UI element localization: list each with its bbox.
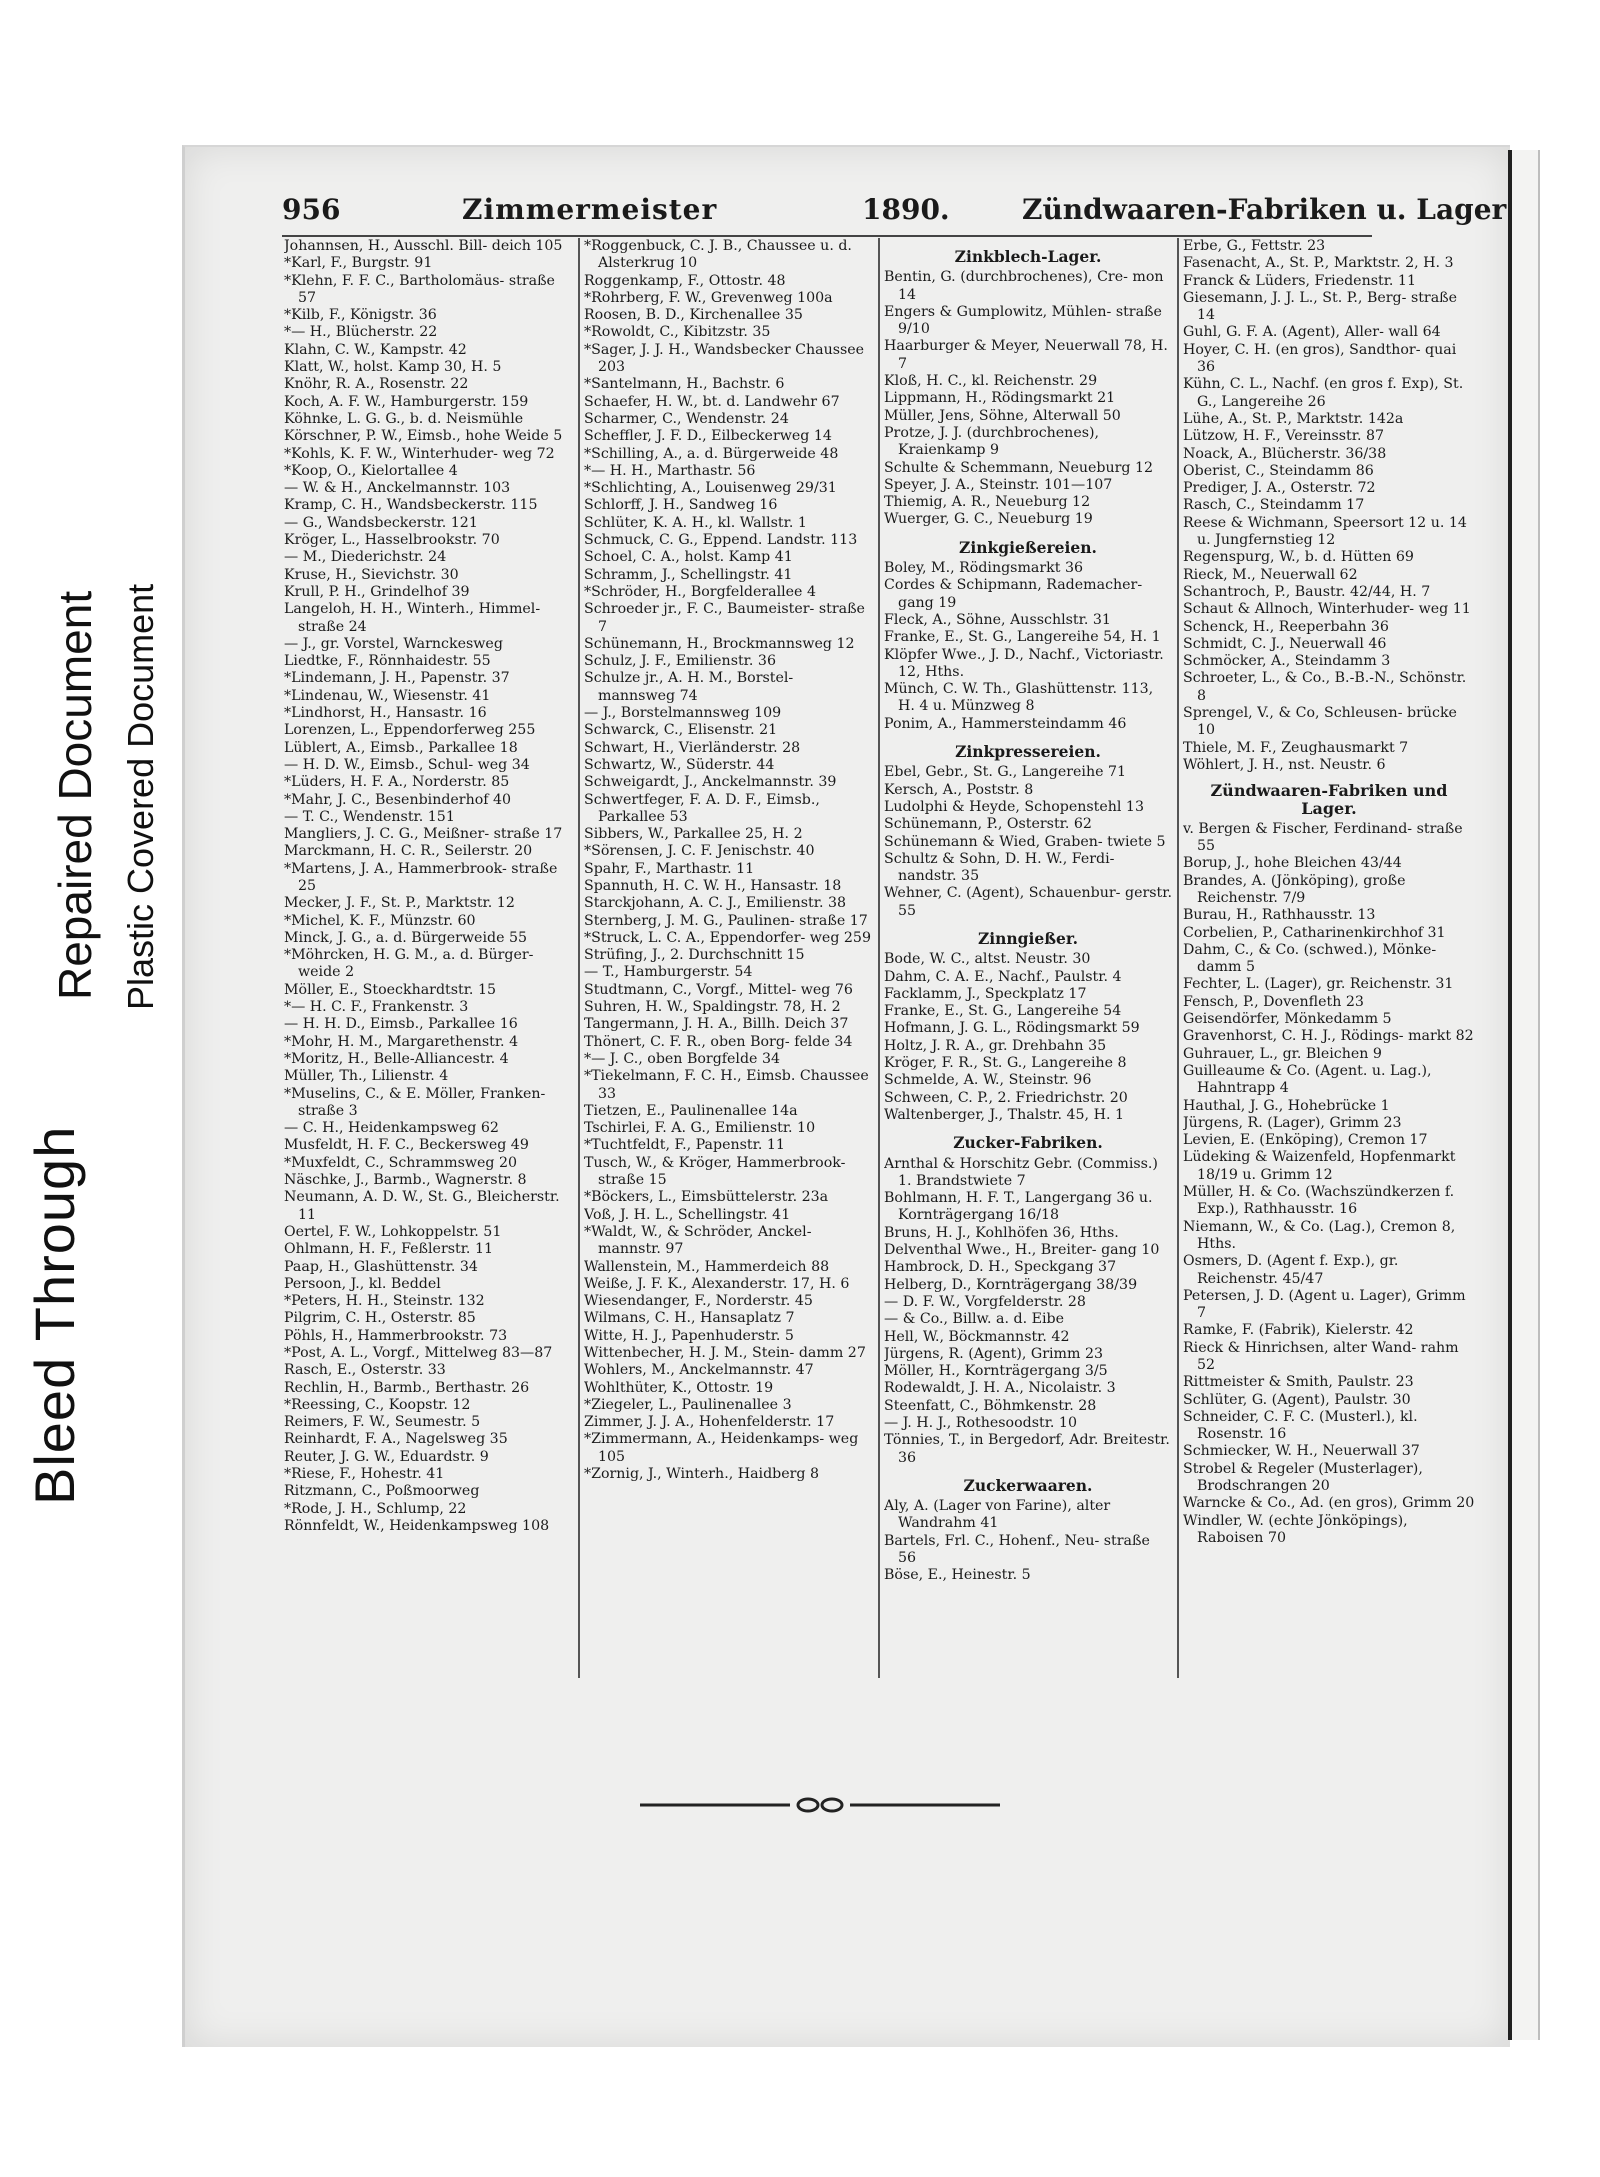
directory-entry: Spahr, F., Marthastr. 11 [584,860,755,877]
directory-entry: Ritzmann, C., Poßmoorweg [284,1483,480,1500]
directory-entry: Schulte & Schemmann, Neueburg 12 [884,459,1154,476]
directory-entry: Oberist, C., Steindamm 86 [1183,462,1374,479]
directory-entry: Haarburger & Meyer, Neuerwall 78, H. 7 [884,338,1168,372]
directory-entry: Ebel, Gebr., St. G., Langereihe 71 [884,764,1127,781]
directory-entry: Schultz & Sohn, D. H. W., Ferdi- nandstr. 35 [884,850,1115,885]
directory-entry: Bohlmann, H. F. T., Langergang 36 u. Kornträgergang 16/18 [884,1190,1153,1224]
directory-entry: Waltenberger, J., Thalstr. 45, H. 1 [884,1106,1124,1123]
directory-entry: Wöhlert, J. H., nst. Neustr. 6 [1183,756,1386,773]
directory-entry: *Schlichting, A., Louisenweg 29/31 [584,480,837,497]
directory-entry: Oertel, F. W., Lohkoppelstr. 51 [284,1223,502,1240]
directory-entry: Schmelde, A. W., Steinstr. 96 [884,1072,1092,1089]
directory-column-2 [584,238,872,1483]
directory-entry: *Rohrberg, F. W., Grevenweg 100a [584,289,833,306]
directory-entry: Münch, C. W. Th., Glashüttenstr. 113, H. 4 u. Münzweg 8 [884,681,1154,715]
directory-entry: Franck & Lüders, Friedenstr. 11 [1183,272,1416,289]
directory-entry: Kramp, C. H., Wandsbeckerstr. 115 [284,497,538,514]
directory-entry: Reimers, F. W., Seumestr. 5 [284,1414,481,1431]
directory-entry: Regenspurg, W., b. d. Hütten 69 [1183,549,1414,566]
directory-entry: Roosen, B. D., Kirchenallee 35 [584,307,803,324]
directory-entry: *— H. C. F., Frankenstr. 3 [284,999,469,1016]
column-divider [878,238,880,1678]
directory-entry: Rodewaldt, J. H. A., Nicolaistr. 3 [884,1380,1116,1397]
directory-entry: Liedtke, F., Rönnhaidestr. 55 [284,653,491,670]
directory-entry: *Schilling, A., a. d. Bürgerweide 48 [584,445,839,462]
directory-entry: — M., Diederichstr. 24 [284,549,447,566]
directory-entry: *Michel, K. F., Münzstr. 60 [284,912,476,929]
directory-entry: Warncke & Co., Ad. (en gros), Grimm 20 [1183,1495,1475,1512]
directory-entry: Schmiecker, W. H., Neuerwall 37 [1183,1443,1420,1460]
directory-entry: Holtz, J. R. A., gr. Drehbahn 35 [884,1037,1107,1054]
directory-entry: Schweigardt, J., Anckelmannstr. 39 [584,774,837,791]
directory-entry: Steenfatt, C., Böhmkenstr. 28 [884,1397,1097,1414]
directory-entry: Spannuth, H. C. W. H., Hansastr. 18 [584,877,842,894]
directory-entry: *Böckers, L., Eimsbüttelerstr. 23a [584,1189,829,1206]
directory-entry: *Zornig, J., Winterh., Haidberg 8 [584,1466,820,1483]
directory-entry: Studtmann, C., Vorgf., Mittel- weg 76 [584,981,853,998]
directory-entry: Köhnke, L. G. G., b. d. Neismühle [284,410,524,427]
directory-entry: Schwartz, W., Süderstr. 44 [584,756,775,773]
directory-entry: *Santelmann, H., Bachstr. 6 [584,376,785,393]
directory-entry: Persoon, J., kl. Beddel [284,1275,441,1292]
directory-entry: *Lüders, H. F. A., Norderstr. 85 [284,774,510,791]
directory-entry: Borup, J., hohe Bleichen 43/44 [1183,855,1402,872]
directory-entry: Musfeldt, H. F. C., Beckersweg 49 [284,1137,529,1154]
directory-entry: Schulz, J. F., Emilienstr. 36 [584,653,776,670]
bleed-through-label: Bleed Through [23,1125,86,1505]
directory-entry: Rasch, C., Steindamm 17 [1183,497,1365,514]
directory-entry: *Kohls, K. F. W., Winterhuder- weg 72 [284,445,555,462]
directory-entry: — H. H. D., Eimsb., Parkallee 16 [284,1016,518,1033]
directory-entry: — J. H. J., Rothesoodstr. 10 [884,1415,1077,1431]
directory-entry: *Lindemann, J. H., Papenstr. 37 [284,670,510,687]
directory-entry: Johannsen, H., Ausschl. Bill- deich 105 [284,238,563,254]
directory-entry: Ludolphi & Heyde, Schopenstehl 13 [884,798,1144,815]
directory-entry: Lüdeking & Waizenfeld, Hopfenmarkt 18/19 u. Grimm 12 [1183,1149,1456,1183]
end-ornament [640,1795,1000,1815]
directory-entry: Wiesendanger, F., Norderstr. 45 [584,1293,813,1310]
directory-entry: Aly, A. (Lager von Farine), alter Wandrahm 41 [884,1498,1111,1532]
directory-entry: Marckmann, H. C. R., Seilerstr. 20 [284,843,533,860]
directory-entry: Rieck & Hinrichsen, alter Wand- rahm 52 [1183,1339,1459,1373]
directory-entry: Niemann, W., & Co. (Lag.), Cremon 8, Hths. [1183,1218,1456,1252]
header-section-title: Zündwaaren-Fabriken u. Lager [1022,193,1507,226]
directory-entry: Schünemann, P., Osterstr. 62 [884,816,1092,833]
directory-entry: Pilgrim, C. H., Osterstr. 85 [284,1310,476,1327]
directory-entry: Kloß, H. C., kl. Reichenstr. 29 [884,373,1098,390]
directory-entry: Hoyer, C. H. (en gros), Sandthor- quai 36 [1183,341,1457,376]
directory-entry: Neumann, A. D. W., St. G., Bleicherstr. 11 [284,1189,560,1223]
directory-entry: Geisendörfer, Mönkedamm 5 [1183,1011,1392,1028]
directory-entry: Corbelien, P., Catharinenkirchhof 31 [1183,924,1446,941]
directory-entry: Levien, E. (Enköping), Cremon 17 [1183,1132,1428,1149]
directory-entry: Rönnfeldt, W., Heidenkampsweg 108 [284,1517,550,1534]
directory-entry: Kühn, C. L., Nachf. (en gros f. Exp), St. G., Langereihe 26 [1183,376,1464,410]
directory-entry: Brandes, A. (Jönköping), große Reichenstr. 7/9 [1183,872,1406,906]
directory-entry: Böse, E., Heinestr. 5 [884,1567,1031,1584]
directory-entry: Wittenbecher, H. J. M., Stein- damm 27 [584,1345,866,1361]
directory-entry: *Muxfeldt, C., Schrammsweg 20 [284,1154,518,1171]
directory-column-3 [884,238,1172,1585]
directory-entry: *Martens, J. A., Hammerbrook- straße 25 [284,860,558,894]
directory-entry: *Rode, J. H., Schlump, 22 [284,1500,467,1517]
directory-column-1 [284,238,572,1535]
directory-entry: *Koop, O., Kielortallee 4 [284,462,458,479]
directory-entry: Fasenacht, A., St. P., Marktstr. 2, H. 3 [1183,255,1454,272]
directory-entry: Sternberg, J. M. G., Paulinen- straße 17 [584,912,868,929]
section-heading: Zuckerwaaren. [963,1475,1093,1495]
directory-entry: Langeloh, H. H., Winterh., Himmel- straße 24 [284,601,541,635]
directory-entry: Sibbers, W., Parkallee 25, H. 2 [584,826,803,843]
directory-entry: Prediger, J. A., Osterstr. 72 [1183,480,1376,497]
directory-entry: Lippmann, H., Rödingsmarkt 21 [884,390,1116,407]
directory-entry: Schwart, H., Vierländerstr. 28 [584,739,801,756]
directory-entry: *Kilb, F., Königstr. 36 [284,307,437,324]
section-heading: Zucker-Fabriken. [953,1133,1103,1153]
directory-entry: Lorenzen, L., Eppendorferweg 255 [284,722,536,739]
directory-entry: Schoel, C. A., holst. Kamp 41 [584,549,793,566]
directory-entry: *Roggenbuck, C. J. B., Chaussee u. d. Alsterkrug 10 [584,238,852,272]
directory-entry: Minck, J. G., a. d. Bürgerweide 55 [284,929,528,946]
section-heading: Zinkgießereien. [959,537,1097,557]
directory-entry: Wilmans, C. H., Hansaplatz 7 [584,1310,795,1327]
directory-entry: Schroeter, L., & Co., B.-B.-N., Schönstr. 8 [1183,670,1467,704]
directory-entry: Dahm, C., & Co. (schwed.), Mönke- damm 5 [1183,941,1437,976]
directory-entry: Thönert, C. F. R., oben Borg- felde 34 [584,1033,853,1050]
directory-entry: *— J. C., oben Borgfelde 34 [584,1050,780,1067]
directory-entry: Müller, Jens, Söhne, Alterwall 50 [884,407,1121,424]
directory-entry: Krull, P. H., Grindelhof 39 [284,583,470,600]
directory-entry: Wallenstein, M., Hammerdeich 88 [584,1258,830,1275]
directory-entry: Arnthal & Horschitz Gebr. (Commiss.) 1. Brandstwiete 7 [884,1155,1158,1189]
directory-entry: Suhren, H. W., Spaldingstr. 78, H. 2 [584,999,841,1016]
directory-entry: Knöhr, R. A., Rosenstr. 22 [284,376,469,393]
directory-entry: Schlüter, G. (Agent), Paulstr. 30 [1183,1391,1411,1408]
directory-entry: Bode, W. C., altst. Neustr. 30 [884,951,1091,968]
directory-entry: Kersch, A., Poststr. 8 [884,781,1034,798]
directory-entry: — J., gr. Vorstel, Warnckesweg [284,635,503,652]
directory-entry: Lühe, A., St. P., Marktstr. 142a [1183,410,1404,427]
directory-entry: Jürgens, R. (Lager), Grimm 23 [1183,1114,1402,1131]
directory-entry: Paap, H., Glashüttenstr. 34 [284,1258,478,1275]
directory-entry: — W. & H., Anckelmannstr. 103 [284,480,511,497]
section-heading: Zinngießer. [977,928,1079,948]
directory-entry: Rieck, M., Neuerwall 62 [1183,566,1358,583]
directory-entry: Burau, H., Rathhausstr. 13 [1183,907,1376,924]
directory-entry: Fensch, P., Dovenfleth 23 [1183,993,1364,1010]
directory-entry: Wohlthüter, K., Ottostr. 19 [584,1379,774,1396]
directory-entry: Reuter, J. G. W., Eduardstr. 9 [284,1448,489,1465]
directory-entry: Facklamm, J., Speckplatz 17 [884,985,1087,1002]
directory-entry: Wuerger, G. C., Neueburg 19 [884,511,1093,528]
plastic-covered-label: Plastic Covered Document [120,583,161,1010]
directory-entry: *Reessing, C., Koopstr. 12 [284,1396,471,1413]
directory-entry: Thiele, M. F., Zeughausmarkt 7 [1183,739,1409,756]
directory-entry: *Mahr, J. C., Besenbinderhof 40 [284,791,512,808]
directory-entry: *Möhrcken, H. G. M., a. d. Bürger- weide 2 [284,947,534,981]
directory-entry: Wohlers, M., Anckelmannstr. 47 [584,1362,814,1379]
directory-entry: Schwarck, C., Elisenstr. 21 [584,722,778,739]
directory-entry: Schmöcker, A., Steindamm 3 [1183,653,1391,670]
directory-entry: Näschke, J., Barmb., Wagnerstr. 8 [284,1172,527,1189]
directory-entry: Noack, A., Blücherstr. 36/38 [1183,445,1387,462]
directory-entry: Helberg, D., Kornträgergang 38/39 [884,1276,1138,1293]
directory-entry: Hofmann, J. G. L., Rödingsmarkt 59 [884,1020,1140,1037]
directory-entry: Tusch, W., & Kröger, Hammerbrook- straße 15 [584,1154,846,1189]
directory-entry: Müller, H. & Co. (Wachszündkerzen f. Exp.), Rathhausstr. 16 [1183,1184,1455,1218]
directory-entry: Weiße, J. F. K., Alexanderstr. 17, H. 6 [584,1275,850,1292]
directory-entry: *Struck, L. C. A., Eppendorfer- weg 259 [584,929,871,946]
directory-entry: Rechlin, H., Barmb., Berthastr. 26 [284,1379,530,1396]
directory-entry: Franke, E., St. G., Langereihe 54 [884,1003,1122,1020]
directory-entry: *Tuchtfeldt, F., Papenstr. 11 [584,1137,785,1154]
directory-entry: Sprengel, V., & Co, Schleusen- brücke 10 [1183,705,1457,739]
directory-entry: *Schröder, H., Borgfelderallee 4 [584,583,816,600]
page-edge [1508,150,1540,2040]
directory-entry: Fleck, A., Söhne, Ausschlstr. 31 [884,611,1111,628]
directory-entry: *Lindenau, W., Wiesenstr. 41 [284,687,491,704]
directory-entry: — T., Hamburgerstr. 54 [584,964,753,981]
directory-entry: Jürgens, R. (Agent), Grimm 23 [884,1345,1103,1362]
directory-column-4 [1183,238,1475,1547]
directory-entry: *Rowoldt, C., Kibitzstr. 35 [584,324,771,341]
directory-entry: Pöhls, H., Hammerbrookstr. 73 [284,1327,508,1344]
directory-entry: *Post, A. L., Vorgf., Mittelweg 83—87 [284,1345,553,1361]
directory-entry: Möller, E., Stoeckhardtstr. 15 [284,981,497,998]
directory-entry: Klatt, W., holst. Kamp 30, H. 5 [284,359,502,376]
directory-entry: Osmers, D. (Agent f. Exp.), gr. Reichenstr. 45/47 [1183,1253,1399,1287]
directory-entry: Strobel & Regeler (Musterlager), Brodschrangen 20 [1183,1460,1423,1495]
column-divider [1177,238,1179,1678]
directory-entry: *Lindhorst, H., Hansastr. 16 [284,705,487,722]
directory-entry: *— H., Blücherstr. 22 [284,324,438,341]
directory-entry: Witte, H. J., Papenhuderstr. 5 [584,1327,794,1344]
directory-entry: Rasch, E., Osterstr. 33 [284,1362,446,1379]
directory-entry: Körschner, P. W., Eimsb., hohe Weide 5 [284,428,563,445]
directory-entry: Koch, A. F. W., Hamburgerstr. 159 [284,393,529,410]
directory-entry: Erbe, G., Fettstr. 23 [1183,238,1326,254]
directory-entry: *Ziegeler, L., Paulinenallee 3 [584,1396,792,1413]
directory-entry: Schantroch, P., Baustr. 42/44, H. 7 [1183,583,1431,600]
directory-entry: Schmuck, C. G., Eppend. Landstr. 113 [584,532,858,549]
directory-entry: Hauthal, J. G., Hohebrücke 1 [1183,1097,1390,1114]
directory-entry: Cordes & Schipmann, Rademacher- gang 19 [884,577,1143,611]
directory-entry: Kruse, H., Sievichstr. 30 [284,566,459,583]
directory-entry: Schween, C. P., 2. Friedrichstr. 20 [884,1089,1128,1106]
directory-entry: Tschirlei, F. A. G., Emilienstr. 10 [584,1120,816,1137]
directory-entry: Klahn, C. W., Kampstr. 42 [284,341,467,358]
directory-entry: *Muselins, C., & E. Möller, Franken- straße 3 [284,1085,546,1119]
directory-entry: *Zimmermann, A., Heidenkamps- weg 105 [584,1431,859,1465]
repaired-document-label: Repaired Document [49,590,101,1000]
directory-entry: Petersen, J. D. (Agent u. Lager), Grimm 7 [1183,1287,1466,1322]
directory-entry: Bruns, H. J., Kohlhöfen 36, Hths. [884,1224,1119,1241]
directory-entry: Gravenhorst, C. H. J., Rödings- markt 82 [1183,1028,1474,1045]
directory-entry: *Mohr, H. M., Margarethenstr. 4 [284,1033,519,1050]
header-title: Zimmermeister [462,193,718,226]
directory-entry: *Klehn, F. F. C., Bartholomäus- straße 57 [284,272,555,306]
directory-entry: Schaut & Allnoch, Winterhuder- weg 11 [1183,601,1471,618]
section-heading: Zinkblech-Lager. [954,247,1102,266]
directory-entry: *Karl, F., Burgstr. 91 [284,255,433,272]
directory-entry: Mecker, J. F., St. P., Marktstr. 12 [284,895,515,912]
directory-entry: Tönnies, T., in Bergedorf, Adr. Breitestr. 36 [884,1432,1170,1466]
directory-entry: Franke, E., St. G., Langereihe 54, H. 1 [884,629,1161,646]
directory-entry: Protze, J. J. (durchbrochenes), Kraienkamp 9 [884,424,1100,459]
column-divider [578,238,580,1678]
directory-entry: Lüblert, A., Eimsb., Parkallee 18 [284,739,518,756]
directory-entry: Voß, J. H. L., Schellingstr. 41 [584,1206,791,1223]
directory-entry: Möller, H., Kornträgergang 3/5 [884,1363,1108,1380]
directory-entry: Schlüter, K. A. H., kl. Wallstr. 1 [584,514,807,531]
directory-entry: Bartels, Frl. C., Hohenf., Neu- straße 56 [884,1532,1150,1567]
directory-entry: v. Bergen & Fischer, Ferdinand- straße 55 [1183,820,1463,855]
directory-entry: Kröger, L., Hasselbrookstr. 70 [284,532,500,549]
directory-entry: Roggenkamp, F., Ottostr. 48 [584,272,786,289]
directory-entry: Müller, Th., Lilienstr. 4 [284,1068,449,1085]
directory-entry: Wehner, C. (Agent), Schauenbur- gerstr. 55 [884,885,1172,919]
directory-entry: Schneider, C. F. C. (Musterl.), kl. Rosenstr. 16 [1183,1408,1418,1443]
directory-entry: Tangermann, J. H. A., Billh. Deich 37 [584,1016,849,1033]
directory-entry: Reinhardt, F. A., Nagelsweg 35 [284,1431,508,1448]
directory-entry: Bentin, G. (durchbrochenes), Cre- mon 14 [884,269,1164,303]
directory-entry: Starckjohann, A. C. J., Emilienstr. 38 [584,895,847,912]
directory-entry: Ohlmann, H. F., Feßlerstr. 11 [284,1241,493,1258]
directory-entry: Schünemann & Wied, Graben- twiete 5 [884,833,1166,850]
directory-entry: *Riese, F., Hohestr. 41 [284,1466,445,1483]
directory-entry: *— H. H., Marthastr. 56 [584,462,756,479]
directory-entry: Lützow, H. F., Vereinsstr. 87 [1183,428,1385,445]
directory-entry: *Tiekelmann, F. C. H., Eimsb. Chaussee 33 [584,1068,869,1102]
directory-entry: Windler, W. (echte Jönköpings), Raboisen 70 [1183,1512,1408,1546]
directory-entry: Hambrock, D. H., Speckgang 37 [884,1259,1117,1276]
directory-entry: Guhl, G. F. A. (Agent), Aller- wall 64 [1183,324,1441,341]
directory-entry: — C. H., Heidenkampsweg 62 [284,1120,499,1137]
directory-entry: Reese & Wichmann, Speersort 12 u. 14 u. Jungfernstieg 12 [1183,514,1467,549]
directory-entry: Scharmer, C., Wendenstr. 24 [584,410,789,427]
directory-entry: — H. D. W., Eimsb., Schul- weg 34 [284,756,530,773]
directory-entry: — & Co., Billw. a. d. Eibe [884,1311,1064,1328]
directory-entry: Klöpfer Wwe., J. D., Nachf., Victoriastr. 12, Hths. [884,646,1164,680]
section-heading: Zündwaaren-Fabriken und Lager. [1210,781,1448,818]
directory-entry: *Sörensen, J. C. F. Jenischstr. 40 [584,843,815,860]
directory-entry: Schramm, J., Schellingstr. 41 [584,566,793,583]
page-header [282,193,1507,231]
directory-entry: Thiemig, A. R., Neueburg 12 [884,494,1091,511]
directory-entry: Schünemann, H., Brockmannsweg 12 [584,635,855,652]
page-number: 956 [282,193,341,226]
directory-entry: Mangliers, J. C. G., Meißner- straße 17 [284,826,563,843]
directory-entry: *Sager, J. J. H., Wandsbecker Chaussee 203 [584,341,865,376]
directory-entry: Dahm, C. A. E., Nachf., Paulstr. 4 [884,968,1122,985]
directory-entry: Engers & Gumplowitz, Mühlen- straße 9/10 [884,303,1162,338]
directory-entry: Schlorff, J. H., Sandweg 16 [584,497,778,514]
directory-entry: Schmidt, C. J., Neuerwall 46 [1183,635,1387,652]
directory-entry: Guilleaume & Co. (Agent. u. Lag.), Hahntrapp 4 [1183,1062,1432,1097]
directory-entry: Schenck, H., Reeperbahn 36 [1183,618,1389,635]
header-year: 1890. [862,193,950,226]
directory-entry: Schwertfeger, F. A. D. F., Eimsb., Parkallee 53 [584,791,820,825]
directory-entry: Giesemann, J. J. L., St. P., Berg- straße 14 [1183,289,1458,324]
directory-entry: *Waldt, W., & Schröder, Anckel- mannstr. 97 [584,1223,812,1258]
directory-entry: Fechter, L. (Lager), gr. Reichenstr. 31 [1183,976,1454,993]
directory-entry: Speyer, J. A., Steinstr. 101—107 [884,476,1113,493]
directory-entry: Ponim, A., Hammersteindamm 46 [884,715,1127,732]
directory-entry: Delventhal Wwe., H., Breiter- gang 10 [884,1242,1160,1259]
directory-entry: *Peters, H. H., Steinstr. 132 [284,1293,485,1310]
header-rule [282,235,1372,237]
directory-entry: Boley, M., Rödingsmarkt 36 [884,560,1084,577]
directory-entry: Rittmeister & Smith, Paulstr. 23 [1183,1374,1414,1391]
directory-entry: Schroeder jr., F. C., Baumeister- straße 7 [584,601,865,635]
directory-entry: — T. C., Wendenstr. 151 [284,808,455,825]
directory-entry: Schaefer, H. W., bt. d. Landwehr 67 [584,393,840,410]
directory-entry: Zimmer, J. J. A., Hohenfelderstr. 17 [584,1414,835,1431]
directory-entry: — G., Wandsbeckerstr. 121 [284,514,478,531]
directory-entry: Guhrauer, L., gr. Bleichen 9 [1183,1045,1382,1062]
directory-entry: Strüfing, J., 2. Durchschnitt 15 [584,947,805,964]
directory-entry: — D. F. W., Vorgfelderstr. 28 [884,1293,1086,1310]
directory-entry: Kröger, F. R., St. G., Langereihe 8 [884,1055,1127,1072]
directory-entry: Tietzen, E., Paulinenallee 14a [584,1102,798,1119]
directory-entry: Hell, W., Böckmannstr. 42 [884,1328,1070,1345]
directory-entry: Scheffler, J. F. D., Eilbeckerweg 14 [584,428,832,445]
section-heading: Zinkpressereien. [955,742,1101,762]
directory-entry: *Moritz, H., Belle-Alliancestr. 4 [284,1050,509,1067]
directory-entry: Schulze jr., A. H. M., Borstel- mannsweg 74 [584,670,794,704]
directory-entry: Ramke, F. (Fabrik), Kielerstr. 42 [1183,1322,1414,1339]
directory-entry: — J., Borstelmannsweg 109 [584,705,782,722]
